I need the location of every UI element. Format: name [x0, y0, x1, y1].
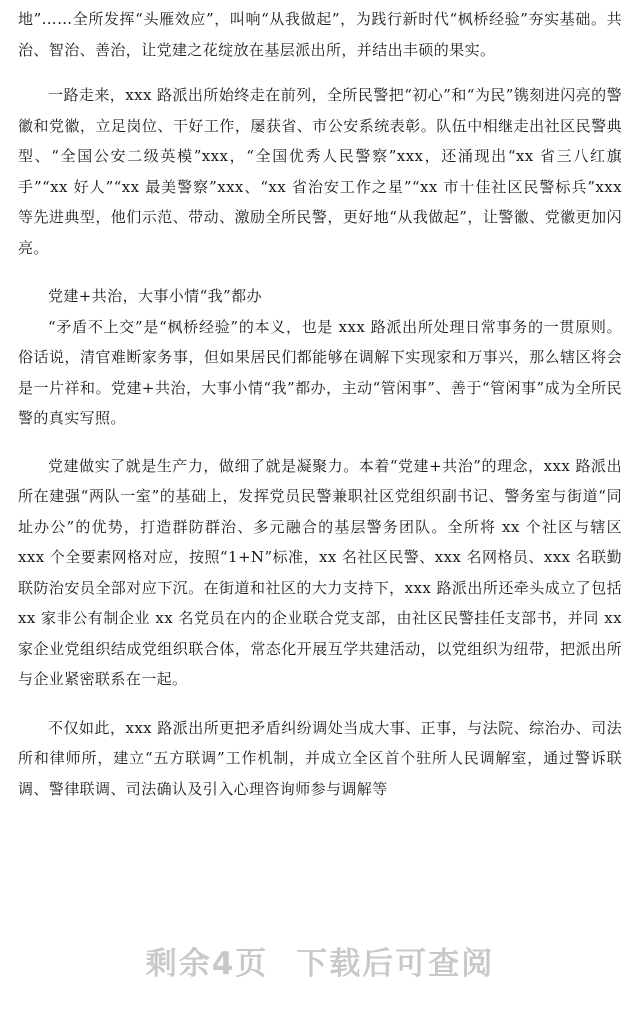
- section-heading: 党建+共治，大事小情“我”都办: [48, 287, 262, 305]
- paragraph-continuation: 地”……全所发挥“头雁效应”，叫响“从我做起”，为践行新时代“枫桥经验”夯实基础。共治、智治、善治，让党建之花绽放在基层派出所，并结出丰硕的果实。: [18, 10, 622, 59]
- download-hint-label: 下载后可查阅: [296, 946, 495, 982]
- remaining-pages-label: 剩余4页: [145, 946, 269, 982]
- paragraph-mediation: 不仅如此，xxx 路派出所更把矛盾纠纷调处当成大事、正事，与法院、综治办、司法所和律师所，建立“五方联调”工作机制，并成立全区首个驻所人民调解室，通过警诉联调、警律联调、司法确认及引入心理咨询师参与调解等: [18, 718, 622, 798]
- paragraph-achievements: 一路走来，xxx 路派出所始终走在前列，全所民警把“初心”和“为民”镌刻进闪亮的警徽和党徽，立足岗位、干好工作，屡获省、市公安系统表彰。队伍中相继走出社区民警典型、“全国公安二级英模”xxx，“全国优秀人民警察”xxx，还涌现出“xx 省三八红旗手”“xx 好人”“xx 最美警察”xxx、“xx 省治安工作之星”“xx 市十佳社区民警标兵”xxx 等先进典型，他们示范、带动、激励全所民警，更好地“从我做起”，让警徽、党徽更加闪亮。: [18, 86, 622, 257]
- document-page: [18, 4, 622, 822]
- download-banner[interactable]: [0, 938, 640, 983]
- paragraph-principle: “矛盾不上交”是“枫桥经验”的本义，也是 xxx 路派出所处理日常事务的一贯原则。俗话说，清官难断家务事，但如果居民们都能够在调解下实现家和万事兴，那么辖区将会是一片祥和。党建+共治，大事小情“我”都办，主动“管闲事”、善于“管闲事”成为全所民警的真实写照。: [18, 317, 622, 427]
- paragraph-party-building: 党建做实了就是生产力，做细了就是凝聚力。本着“党建+共治”的理念，xxx 路派出所在建强“两队一室”的基础上，发挥党员民警兼职社区党组织副书记、警务室与街道“同址办公”的优势，打造群防群治、多元融合的基层警务团队。全所将 xx 个社区与辖区 xxx 个全要素网格对应，按照“1+N”标准，xx 名社区民警、xxx 名网格员、xxx 名联勤联防治安员全部对应下沉。在街道和社区的大力支持下，xxx 路派出所还牵头成立了包括 xx 家非公有制企业 xx 名党员在内的企业联合党支部，由社区民警挂任支部书，并同 xx 家企业党组织结成党组织联合体，常态化开展互学共建活动，以党组织为纽带，把派出所与企业紧密联系在一起。: [18, 456, 622, 688]
